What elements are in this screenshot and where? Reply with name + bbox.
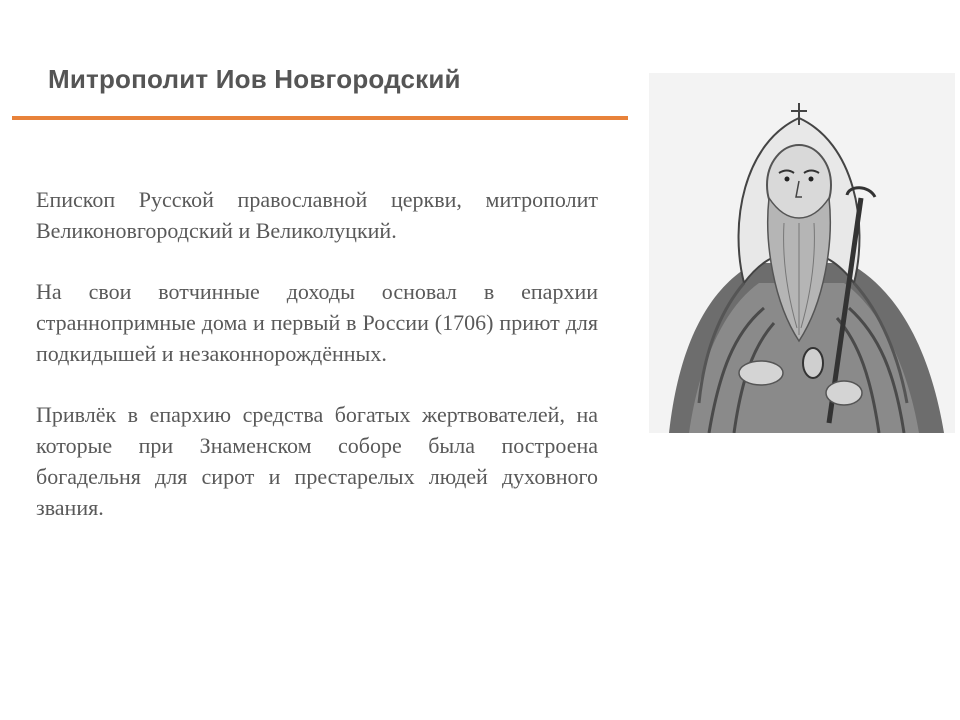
paragraph-1: Епископ Русской православной церкви, митрополит Великоновгородский и Великолуцкий.	[36, 187, 598, 243]
portrait-engraving	[649, 73, 955, 433]
paragraph-2: На свои вотчинные доходы основал в епархии страннопримные дома и первый в России (1706) приют для подкидышей и незаконнорождённых.	[36, 279, 598, 366]
slide-title: Митрополит Иов Новгородский	[48, 64, 461, 94]
title-underline	[12, 116, 628, 120]
paragraph-3: Привлёк в епархию средства богатых жертвователей, на которые при Знаменском соборе была построена богадельня для сирот и престарелых людей духовного звания.	[36, 402, 598, 520]
slide-body	[36, 184, 598, 553]
